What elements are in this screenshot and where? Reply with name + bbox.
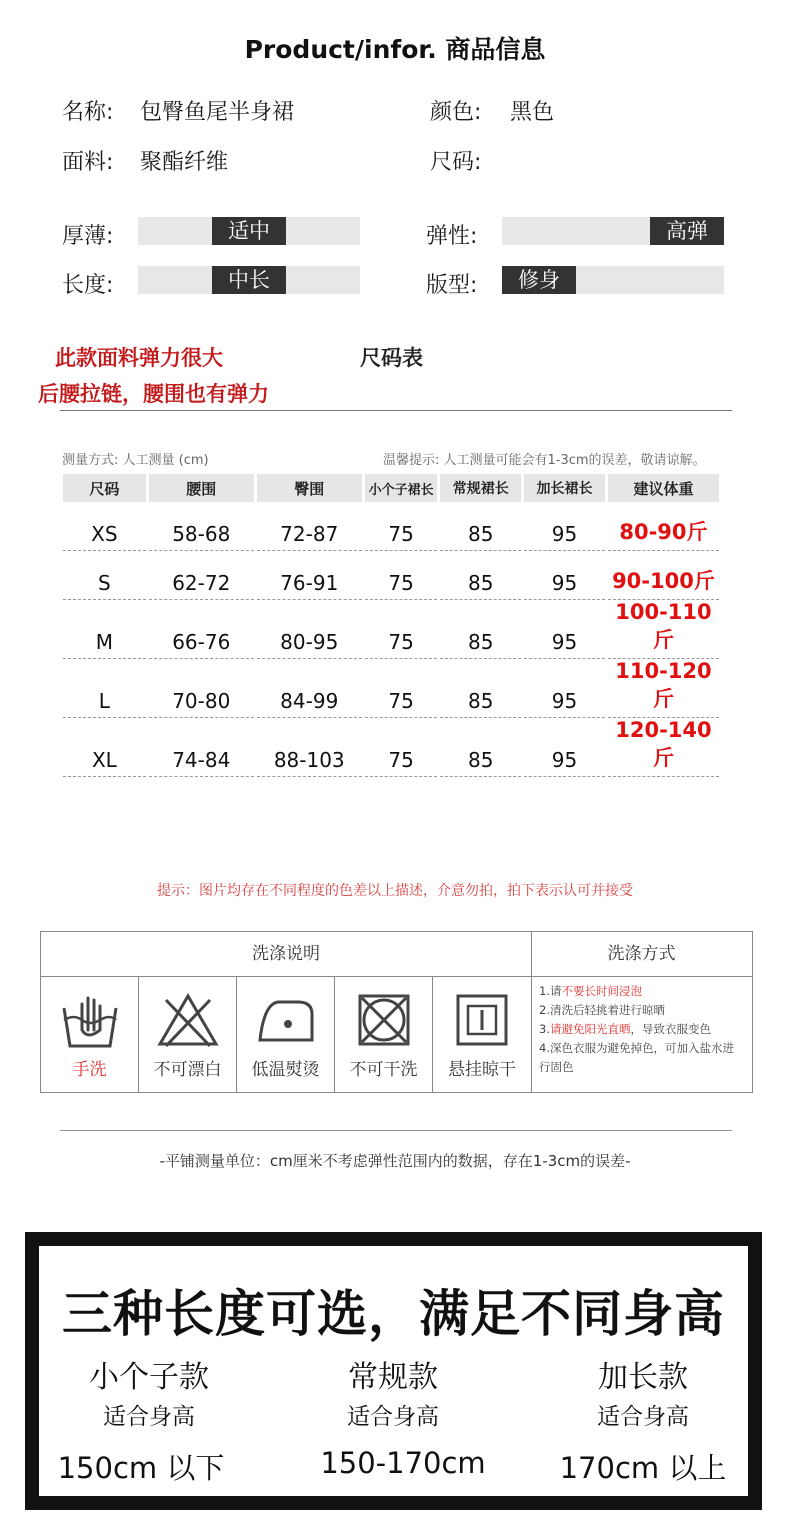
cell-petite: 75: [365, 502, 438, 551]
cell-hip: 88-103: [257, 718, 362, 777]
cell-hip: 72-87: [257, 502, 362, 551]
care-item-no-dry-clean: [335, 976, 433, 1092]
fabric-value: 聚酯纤维: [140, 150, 229, 175]
cell-waist: 62-72: [149, 551, 254, 600]
cell-long: 95: [524, 659, 605, 718]
cell-hip: 84-99: [257, 659, 362, 718]
care-method-3-highlight: 请避免阳光直晒: [549, 1022, 631, 1036]
color-label: 颜色:: [430, 100, 482, 125]
cell-petite: 75: [365, 600, 438, 659]
divider: [60, 410, 732, 411]
table-row: [63, 659, 719, 718]
cell-long: 95: [524, 502, 605, 551]
care-method-1: [539, 982, 744, 1001]
care-method-title: 洗涤方式: [531, 932, 752, 977]
header-weight: 建议体重: [608, 474, 719, 502]
cell-hip: 80-95: [257, 600, 362, 659]
care-method-3-prefix: 3.: [539, 1022, 550, 1036]
fit-bar: [502, 266, 724, 294]
cell-weight: 90-100斤: [608, 551, 719, 600]
elastic-note-2: 后腰拉链，腰围也有弹力: [38, 382, 269, 406]
size-chart-title: 尺码表: [360, 346, 423, 370]
cell-weight: 100-110斤: [608, 600, 719, 659]
color-difference-tip: 提示：图片均存在不同程度的色差以上描述，介意勿拍，拍下表示认可并接受: [157, 883, 633, 899]
care-method-3-suffix: ，导致衣服变色: [630, 1022, 711, 1036]
regular-option-sub: 适合身高: [347, 1404, 439, 1430]
cell-weight: 80-90斤: [608, 502, 719, 551]
cell-size: M: [63, 600, 146, 659]
name-value: 包臀鱼尾半身裙: [140, 100, 295, 125]
length-bar: [138, 266, 360, 294]
no-dry-clean-icon: [352, 990, 416, 1050]
care-method-list: [539, 982, 744, 1077]
long-option-height: 170cm 以上: [559, 1451, 727, 1485]
elasticity-marker: 高弹: [650, 217, 724, 245]
care-divider: [531, 932, 532, 1092]
size-table-header: [63, 474, 719, 502]
petite-option-name: 小个子款: [89, 1360, 209, 1395]
care-item-hang-dry: [433, 976, 531, 1092]
measure-method: 测量方式: 人工测量 (cm): [62, 453, 209, 468]
care-method-1-highlight: 不要长时间浸泡: [561, 984, 642, 998]
header-long-length: 加长裙长: [524, 474, 605, 502]
no-bleach-icon: [156, 990, 220, 1050]
petite-option-height: 150cm 以下: [57, 1451, 225, 1485]
color-value: 黑色: [510, 100, 555, 125]
low-iron-label: 低温熨烫: [251, 1060, 320, 1080]
header-regular-length: 常规裙长: [440, 474, 521, 502]
table-row: [63, 502, 719, 551]
header-hip: 臀围: [257, 474, 362, 502]
care-instructions-title: 洗涤说明: [41, 932, 531, 977]
no-dry-clean-label: 不可干洗: [349, 1060, 418, 1080]
fabric-label: 面料:: [62, 150, 114, 175]
table-row: [63, 600, 719, 659]
care-method-1-prefix: 1.请: [539, 984, 562, 998]
cell-weight: 110-120斤: [608, 659, 719, 718]
care-method-4: 4.深色衣服为避免掉色，可加入盐水进行固色: [539, 1041, 734, 1074]
cell-size: XS: [63, 502, 146, 551]
long-option-sub: 适合身高: [597, 1404, 689, 1430]
elasticity-bar: [502, 217, 724, 245]
measure-tip: 温馨提示: 人工测量可能会有1-3cm的误差，敬请谅解。: [383, 453, 706, 468]
cell-regular: 85: [440, 551, 521, 600]
fit-label: 版型:: [426, 273, 478, 298]
hang-dry-label: 悬挂晾干: [448, 1060, 516, 1080]
cell-waist: 70-80: [149, 659, 254, 718]
long-option-name: 加长款: [598, 1360, 688, 1395]
cell-regular: 85: [440, 600, 521, 659]
elasticity-label: 弹性:: [426, 224, 478, 249]
petite-option-sub: 适合身高: [103, 1404, 195, 1430]
length-banner: 三种长度可选，满足不同身高: [62, 1285, 725, 1343]
cell-long: 95: [524, 718, 605, 777]
care-item-hand-wash: [41, 976, 139, 1092]
thickness-label: 厚薄:: [62, 224, 114, 249]
cell-waist: 66-76: [149, 600, 254, 659]
elastic-note-1: 此款面料弹力很大: [55, 346, 223, 370]
care-method-2: 2.清洗后轻挑着进行晾晒: [539, 1003, 665, 1017]
table-row: [63, 718, 719, 777]
hand-wash-icon: [58, 990, 122, 1050]
cell-size: XL: [63, 718, 146, 777]
divider: [60, 1130, 732, 1131]
cell-long: 95: [524, 600, 605, 659]
header-waist: 腰围: [149, 474, 254, 502]
size-label: 尺码:: [430, 150, 482, 175]
table-row: [63, 551, 719, 600]
care-item-low-iron: [237, 976, 335, 1092]
care-method-3: [539, 1020, 744, 1039]
cell-petite: 75: [365, 659, 438, 718]
page-title: Product/infor. 商品信息: [244, 35, 546, 64]
cell-waist: 74-84: [149, 718, 254, 777]
cell-size: L: [63, 659, 146, 718]
fit-marker: 修身: [502, 266, 576, 294]
cell-long: 95: [524, 551, 605, 600]
length-marker: 中长: [212, 266, 286, 294]
cell-weight: 120-140斤: [608, 718, 719, 777]
care-panel: [40, 931, 753, 1093]
cell-hip: 76-91: [257, 551, 362, 600]
header-size: 尺码: [63, 474, 146, 502]
cell-regular: 85: [440, 502, 521, 551]
length-options-panel: [25, 1232, 762, 1510]
cell-size: S: [63, 551, 146, 600]
cell-regular: 85: [440, 718, 521, 777]
regular-option-height: 150-170cm: [320, 1446, 486, 1480]
thickness-marker: 适中: [212, 217, 286, 245]
care-item-no-bleach: [139, 976, 237, 1092]
cell-regular: 85: [440, 659, 521, 718]
low-iron-icon: [254, 990, 318, 1050]
hang-dry-icon: [450, 990, 514, 1050]
name-label: 名称:: [62, 100, 114, 125]
size-table: [60, 474, 722, 777]
regular-option-name: 常规款: [348, 1360, 438, 1395]
cell-waist: 58-68: [149, 502, 254, 551]
length-label: 长度:: [62, 273, 114, 298]
cell-petite: 75: [365, 718, 438, 777]
header-petite-length: 小个子裙长: [365, 474, 438, 502]
flat-measure-note: -平铺测量单位：cm厘米不考虑弹性范围内的数据，存在1-3cm的误差-: [159, 1152, 631, 1170]
cell-petite: 75: [365, 551, 438, 600]
hand-wash-label: 手洗: [72, 1060, 107, 1080]
no-bleach-label: 不可漂白: [153, 1060, 222, 1080]
thickness-bar: [138, 217, 360, 245]
